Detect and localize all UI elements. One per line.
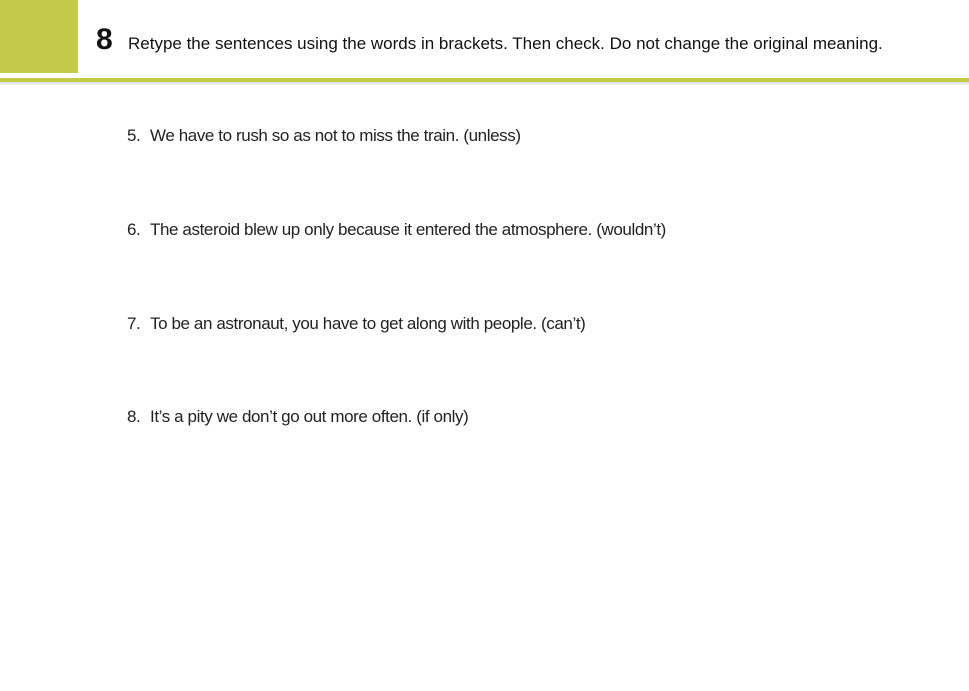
sentence-text: To be an astronaut, you have to get along with people. (can’t) [150, 314, 586, 333]
sentence-number: 7. [127, 314, 141, 333]
sentence-number: 8. [127, 407, 141, 426]
sentence-item-6 [127, 220, 666, 240]
sentence-text: It’s a pity we don’t go out more often. (if only) [150, 407, 469, 426]
header-accent-block [0, 0, 78, 73]
exercise-number: 8 [96, 23, 113, 56]
sentence-item-7 [127, 314, 585, 334]
sentence-text: We have to rush so as not to miss the train. (unless) [150, 126, 521, 145]
sentence-number: 5. [127, 126, 141, 145]
sentence-number: 6. [127, 220, 141, 239]
sentence-item-8 [127, 407, 468, 427]
sentence-item-5 [127, 126, 521, 146]
header-divider-shadow [0, 82, 969, 86]
exercise-instruction: Retype the sentences using the words in brackets. Then check. Do not change the original meaning. [128, 34, 883, 53]
sentence-text: The asteroid blew up only because it entered the atmosphere. (wouldn’t) [150, 220, 666, 239]
